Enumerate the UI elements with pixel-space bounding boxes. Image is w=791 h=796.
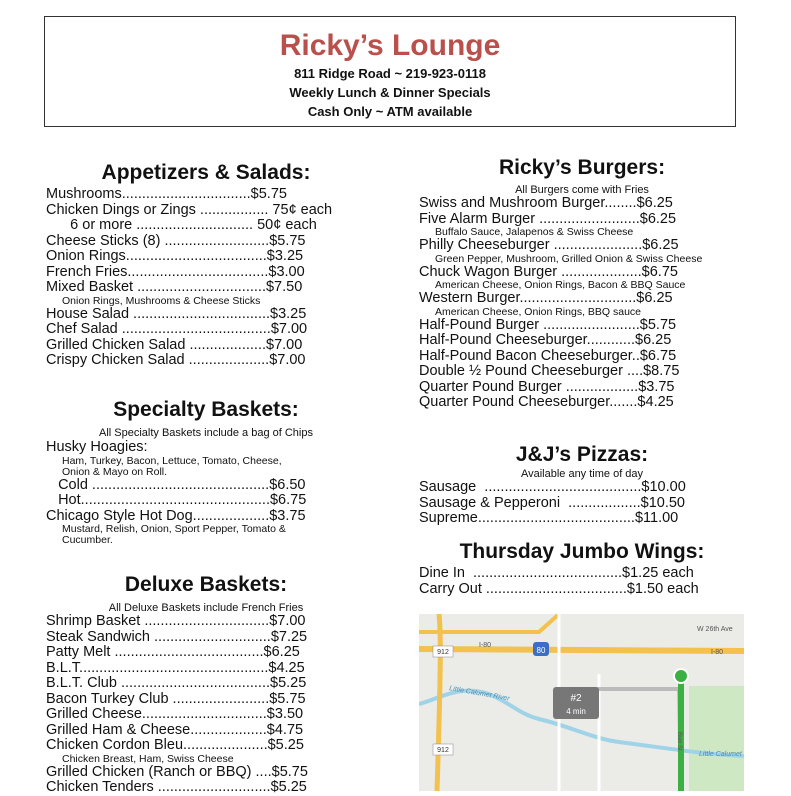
burgers-list xyxy=(419,196,702,411)
deluxe-list xyxy=(46,614,308,796)
payment-line: Cash Only ~ ATM available xyxy=(307,104,473,119)
header-box xyxy=(44,16,736,127)
menu-item: Chicken Tenders ............................$5.25 xyxy=(46,779,307,795)
menu-item: Philly Cheeseburger ......................$6.25 xyxy=(419,237,679,253)
item-description: Onion & Mayo on Roll. xyxy=(62,465,168,478)
wings-list xyxy=(419,566,699,597)
pizzas-heading: J&J’s Pizzas: xyxy=(515,443,649,466)
menu-item: B.L.T. Club .....................................$5.25 xyxy=(46,675,307,691)
item-description: American Cheese, Onion Rings, Bacon & BBQ Sauce xyxy=(435,279,686,291)
item-description: Onion Rings, Mushrooms & Cheese Sticks xyxy=(62,294,261,307)
road-label-i80-east: I-80 xyxy=(711,649,724,656)
menu-item: Steak Sandwich .............................$7.25 xyxy=(46,628,308,645)
interstate-shield-label: 80 xyxy=(536,646,546,655)
menu-item: Supreme.......................................$11.00 xyxy=(419,510,679,526)
menu-item: Grilled Ham & Cheese...................$4.75 xyxy=(46,721,304,738)
menu-item: Grilled Chicken Salad ...................$7.00 xyxy=(46,336,303,353)
burgers-note: All Burgers come with Fries xyxy=(515,184,649,196)
road-label-912-top: 912 xyxy=(437,649,449,656)
menu-item: Sausage & Pepperoni ..................$10.50 xyxy=(419,494,685,511)
item-description: Chicken Breast, Ham, Swiss Cheese xyxy=(62,752,234,765)
menu-item: Double ½ Pound Cheeseburger ....$8.75 xyxy=(419,363,680,379)
pizzas-note: Available any time of day xyxy=(520,468,644,480)
menu-item: Sausage .......................................$10.00 xyxy=(419,479,686,495)
menu-item: Cheese Sticks (8) ..........................$5.75 xyxy=(46,232,306,249)
item-description: Buffalo Sauce, Jalapenos & Swiss Cheese xyxy=(435,226,634,238)
menu-item: Dine In .....................................$1.25 each xyxy=(419,565,694,581)
river-label-east: Little Calumet xyxy=(699,751,742,758)
menu-item: Carry Out ...................................$1.50 each xyxy=(419,580,699,597)
road-label-26th: W 26th Ave xyxy=(697,626,733,633)
specialty-heading: Specialty Baskets: xyxy=(113,398,299,421)
menu-item: Patty Melt .....................................$6.25 xyxy=(46,644,300,660)
address: 811 Ridge Road ~ 219-923-0118 xyxy=(294,66,486,81)
map-graphic xyxy=(419,614,744,791)
park-area xyxy=(689,686,744,791)
menu-item: Swiss and Mushroom Burger........$6.25 xyxy=(419,195,673,211)
route-badge-label: #2 xyxy=(570,693,582,704)
appetizers-heading: Appetizers & Salads: xyxy=(101,161,311,184)
menu-item: Five Alarm Burger .........................$6.25 xyxy=(419,210,677,227)
burgers-heading: Ricky’s Burgers: xyxy=(498,156,666,179)
menu-item: Quarter Pound Cheeseburger.......$4.25 xyxy=(419,394,674,410)
menu-item: Chuck Wagon Burger ....................$6.75 xyxy=(419,263,678,280)
menu-item: Onion Rings...................................$3.25 xyxy=(46,248,304,264)
restaurant-title: Ricky’s Lounge xyxy=(279,29,501,62)
menu-item: Cold ............................................$6.50 xyxy=(46,476,306,493)
menu-item: Chicken Dings or Zings ................. 75¢ each xyxy=(46,201,333,218)
location-map[interactable] xyxy=(419,614,744,791)
menu-item: Bacon Turkey Club ........................$5.75 xyxy=(46,690,306,707)
road-label-burr: Burr St xyxy=(676,732,682,751)
menu-item: Half-Pound Cheeseburger............$6.25 xyxy=(419,332,672,348)
menu-item: Chicago Style Hot Dog...................$3.75 xyxy=(46,507,306,524)
deluxe-note: All Deluxe Baskets include French Fries xyxy=(108,602,304,614)
menu-item: Grilled Cheese...............................$3.50 xyxy=(46,706,304,722)
specialty-note: All Specialty Baskets include a bag of Chips xyxy=(98,427,313,439)
river-label: Little Calumet River xyxy=(448,685,511,703)
appetizers-list xyxy=(46,187,332,369)
item-description: Green Pepper, Mushroom, Grilled Onion & Swiss Cheese xyxy=(435,252,703,265)
menu-item: Chef Salad .....................................$7.00 xyxy=(46,321,308,337)
menu-item: Crispy Chicken Salad ....................$7.00 xyxy=(46,352,306,368)
menu-item: Quarter Pound Burger ..................$3.75 xyxy=(419,378,675,395)
road-label-i80-west: I-80 xyxy=(479,642,492,649)
menu-item: Grilled Chicken (Ranch or BBQ) ....$5.75 xyxy=(46,763,308,780)
menu-item: 6 or more ............................. 50¢ each xyxy=(46,217,317,233)
menu-item: Husky Hoagies: xyxy=(46,439,148,455)
menu-item: Hot...............................................$6.75 xyxy=(46,492,307,508)
menu-item: B.L.T...............................................$4.25 xyxy=(46,659,305,676)
wings-heading: Thursday Jumbo Wings: xyxy=(459,540,705,563)
pizzas-list xyxy=(419,480,686,527)
item-description: Mustard, Relish, Onion, Sport Pepper, Tomato & xyxy=(62,523,286,535)
deluxe-heading: Deluxe Baskets: xyxy=(124,573,288,596)
item-description: Cucumber. xyxy=(62,534,113,546)
specials-line: Weekly Lunch & Dinner Specials xyxy=(289,85,491,100)
menu-item: Mixed Basket ................................$7.50 xyxy=(46,279,303,295)
specialty-list xyxy=(46,440,306,546)
route-time-label: 4 min xyxy=(566,707,586,716)
menu-item: Shrimp Basket ...............................$7.00 xyxy=(46,613,306,629)
interstate-road xyxy=(419,649,744,651)
item-description: Ham, Turkey, Bacon, Lettuce, Tomato, Cheese, xyxy=(62,454,282,467)
menu-item: Mushrooms................................$5.75 xyxy=(46,186,287,202)
menu-item: French Fries...................................$3.00 xyxy=(46,263,305,280)
item-description: American Cheese, Onion Rings, BBQ sauce xyxy=(435,305,642,318)
menu-item: Chicken Cordon Bleu.....................$5.25 xyxy=(46,737,304,753)
menu-item: Half-Pound Bacon Cheeseburger..$6.75 xyxy=(419,347,677,364)
destination-marker-icon[interactable] xyxy=(674,669,688,683)
menu-item: House Salad ..................................$3.25 xyxy=(46,305,307,322)
menu-item: Half-Pound Burger ........................$5.75 xyxy=(419,316,677,333)
road-label-912-bottom: 912 xyxy=(437,747,449,754)
menu-item: Western Burger.............................$6.25 xyxy=(419,290,673,306)
